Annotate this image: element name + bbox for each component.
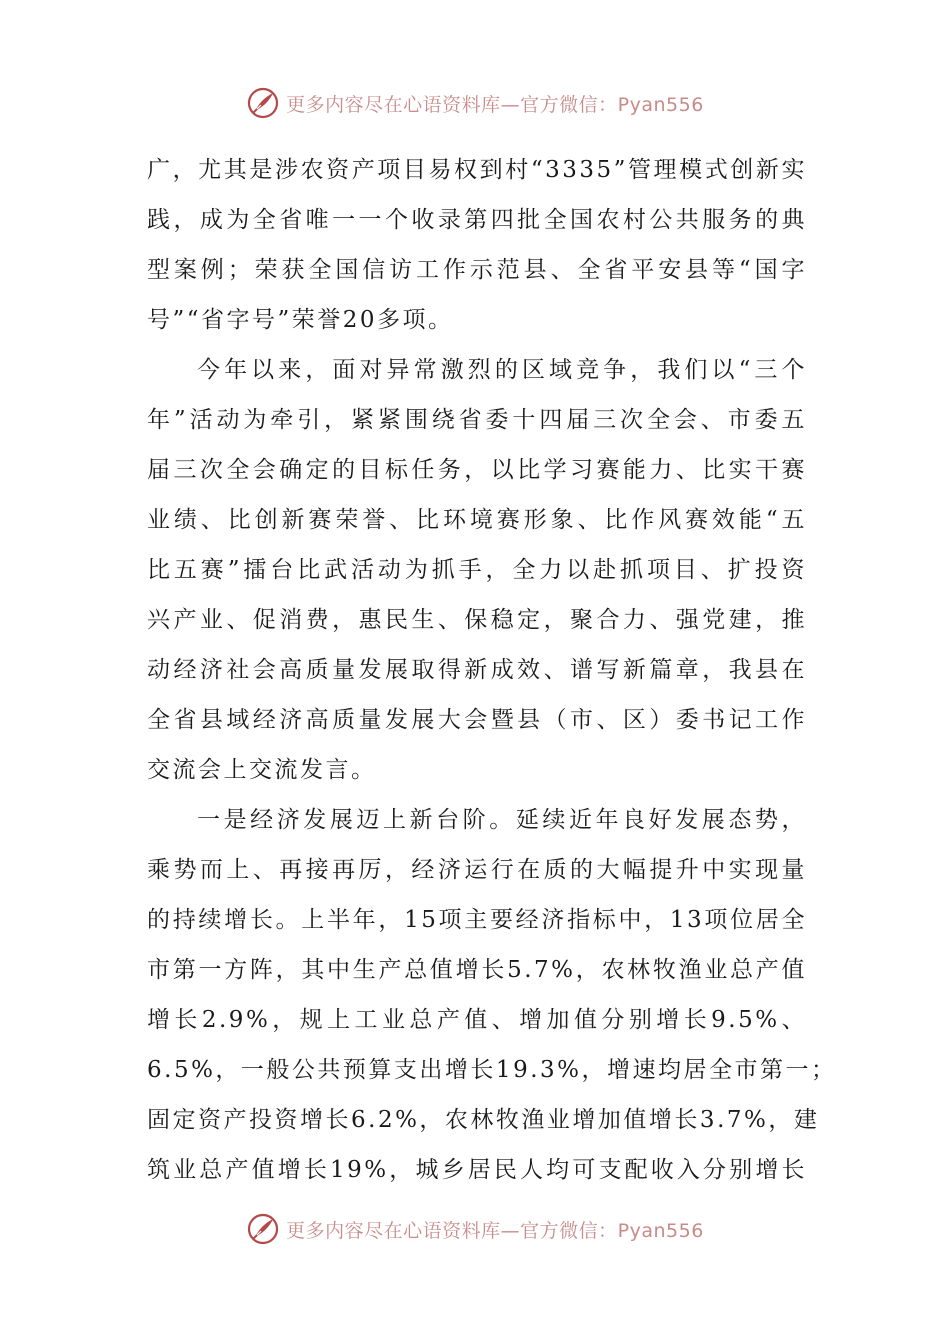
quill-pen-logo-icon bbox=[246, 86, 280, 120]
text-line: 的持续增长。上半年，15项主要经济指标中，13项位居全 bbox=[147, 907, 807, 933]
text-line: 今年以来，面对异常激烈的区域竞争，我们以“三个 bbox=[197, 357, 807, 383]
text-line: 号”“省字号”荣誉20多项。 bbox=[147, 307, 454, 333]
quill-pen-logo-icon bbox=[246, 1212, 280, 1246]
text-line: 践，成为全省唯一一个收录第四批全国农村公共服务的典 bbox=[147, 207, 807, 233]
header-banner bbox=[0, 83, 950, 123]
banner-text: 更多内容尽在心语资料库—官方微信：Pyan556 bbox=[286, 1219, 704, 1242]
text-line: 6.5%，一般公共预算支出增长19.3%，增速均居全市第一； bbox=[147, 1057, 837, 1083]
text-line: 比五赛”擂台比武活动为抓手，全力以赴抓项目、扩投资 bbox=[147, 557, 807, 583]
text-line: 增长2.9%，规上工业总产值、增加值分别增长9.5%、 bbox=[147, 1007, 807, 1033]
text-line: 乘势而上、再接再厉，经济运行在质的大幅提升中实现量 bbox=[147, 857, 807, 883]
text-line: 固定资产投资增长6.2%，农林牧渔业增加值增长3.7%，建 bbox=[147, 1107, 820, 1133]
text-line: 市第一方阵，其中生产总值增长5.7%，农林牧渔业总产值 bbox=[147, 957, 807, 983]
paragraph bbox=[147, 795, 837, 1195]
paragraph bbox=[147, 345, 807, 795]
text-line: 届三次全会确定的目标任务，以比学习赛能力、比实干赛 bbox=[147, 457, 807, 483]
text-line: 动经济社会高质量发展取得新成效、谱写新篇章，我县在 bbox=[147, 657, 807, 683]
text-line: 兴产业、促消费，惠民生、保稳定，聚合力、强党建，推 bbox=[147, 607, 807, 633]
paragraph bbox=[147, 145, 807, 345]
text-line: 交流会上交流发言。 bbox=[147, 757, 377, 783]
document-body bbox=[147, 145, 837, 1195]
text-line: 型案例；荣获全国信访工作示范县、全省平安县等“国字 bbox=[147, 257, 807, 283]
text-line: 年”活动为牵引，紧紧围绕省委十四届三次全会、市委五 bbox=[147, 407, 807, 433]
text-line: 全省县域经济高质量发展大会暨县（市、区）委书记工作 bbox=[147, 707, 807, 733]
text-line: 广，尤其是涉农资产项目易权到村“3335”管理模式创新实 bbox=[147, 157, 807, 183]
text-line: 筑业总产值增长19%，城乡居民人均可支配收入分别增长 bbox=[147, 1157, 807, 1183]
text-line: 业绩、比创新赛荣誉、比环境赛形象、比作风赛效能“五 bbox=[147, 507, 807, 533]
banner-text: 更多内容尽在心语资料库—官方微信：Pyan556 bbox=[286, 93, 704, 116]
text-line: 一是经济发展迈上新台阶。延续近年良好发展态势， bbox=[197, 807, 807, 833]
footer-banner bbox=[0, 1209, 950, 1249]
